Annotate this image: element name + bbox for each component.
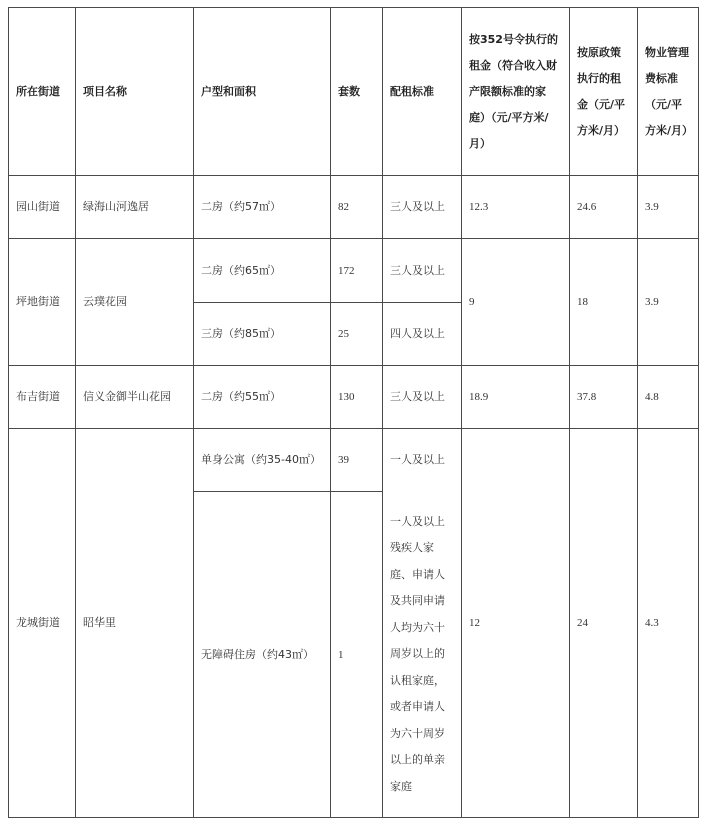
cell-mgmt-fee: 3.9 <box>638 239 699 366</box>
cell-standard: 一人及以上 <box>383 429 462 492</box>
cell-project: 云璞花园 <box>76 239 194 366</box>
cell-rent-352: 18.9 <box>462 366 570 429</box>
cell-standard: 一人及以上残疾人家庭、申请人及共同申请人均为六十周岁以上的认租家庭，或者申请人为六十周岁以上的单亲家庭 <box>383 492 462 818</box>
header-project: 项目名称 <box>76 8 194 176</box>
cell-unit-area: 三房（约85㎡） <box>194 303 331 366</box>
rental-housing-table <box>8 7 699 818</box>
cell-project: 信义金御半山花园 <box>76 366 194 429</box>
cell-rent-original: 24 <box>570 429 638 818</box>
header-count: 套数 <box>331 8 383 176</box>
cell-unit-area: 单身公寓（约35-40㎡） <box>194 429 331 492</box>
header-rent-352: 按352号令执行的租金（符合收入财产限额标准的家庭）（元/平方米/月） <box>462 8 570 176</box>
cell-count: 39 <box>331 429 383 492</box>
cell-street: 坪地街道 <box>9 239 76 366</box>
cell-rent-original: 24.6 <box>570 176 638 239</box>
cell-street: 园山街道 <box>9 176 76 239</box>
cell-standard: 三人及以上 <box>383 239 462 303</box>
table-row <box>9 429 699 492</box>
cell-count: 1 <box>331 492 383 818</box>
table-row <box>9 176 699 239</box>
cell-street: 布吉街道 <box>9 366 76 429</box>
cell-street: 龙城街道 <box>9 429 76 818</box>
cell-mgmt-fee: 4.8 <box>638 366 699 429</box>
table-row <box>9 239 699 303</box>
header-rent-original: 按原政策执行的租金（元/平方米/月） <box>570 8 638 176</box>
cell-unit-area: 二房（约65㎡） <box>194 239 331 303</box>
cell-rent-original: 37.8 <box>570 366 638 429</box>
cell-count: 82 <box>331 176 383 239</box>
cell-unit-area: 二房（约55㎡） <box>194 366 331 429</box>
cell-rent-352: 12.3 <box>462 176 570 239</box>
cell-standard: 四人及以上 <box>383 303 462 366</box>
cell-mgmt-fee: 4.3 <box>638 429 699 818</box>
cell-unit-area: 无障碍住房（约43㎡） <box>194 492 331 818</box>
header-standard: 配租标准 <box>383 8 462 176</box>
cell-count: 130 <box>331 366 383 429</box>
cell-rent-352: 9 <box>462 239 570 366</box>
cell-count: 25 <box>331 303 383 366</box>
cell-unit-area: 二房（约57㎡） <box>194 176 331 239</box>
cell-rent-original: 18 <box>570 239 638 366</box>
cell-mgmt-fee: 3.9 <box>638 176 699 239</box>
header-unit-area: 户型和面积 <box>194 8 331 176</box>
cell-standard: 三人及以上 <box>383 366 462 429</box>
header-row <box>9 8 699 176</box>
header-mgmt-fee: 物业管理费标准（元/平方米/月） <box>638 8 699 176</box>
table-row <box>9 366 699 429</box>
cell-standard: 三人及以上 <box>383 176 462 239</box>
cell-count: 172 <box>331 239 383 303</box>
header-street: 所在街道 <box>9 8 76 176</box>
cell-project: 绿海山河逸居 <box>76 176 194 239</box>
cell-project: 昭华里 <box>76 429 194 818</box>
cell-rent-352: 12 <box>462 429 570 818</box>
